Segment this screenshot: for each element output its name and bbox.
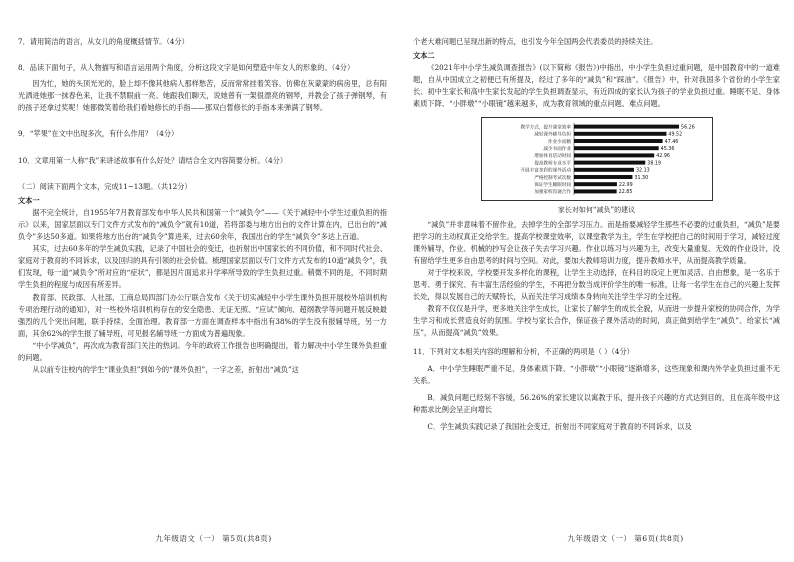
question-7: 7．请用简洁的语言，从女儿的角度概括情节。（4分） [18, 37, 189, 46]
chart-bar [574, 160, 645, 164]
text-1-paragraph: 据不完全统计，自1955年7月教育部发布中华人民共和国第一个“减负令”——《关于减轻中小学生过重负担的指示》以来，国家层面以专门文件方式发布的“减负令”就有10道，若将部委与地方出台的文件计算在内，已出台的“减负令”多达50多道。如果将地方出台的“减负令”算进来，过去60余年，我国出台的学生“减负令”多达上百道。 [18, 207, 387, 242]
text-2-paragraph: “减负”并非意味着不留作业，去掉学生的全部学习压力。而是指要减轻学生那些不必要的过重负担，“减负”是要把学习的主动权真正交给学生。提高学校课堂效率，以课堂教学为主，学生在学校把自己的时间用于学习，减轻过度课外辅导，作业、机械的抄写会让孩子失去学习兴趣。作业以练习与兴趣为主，改变大量重复、无效的作业设计，没有留给学生更多自由思考的时间与空间。对此，要加大教师培训力度，提升教师水平，从而提高教学质量。 [413, 219, 780, 265]
option-a: A．中小学生睡眠严重不足、身体素质下降、“小胖墩”“小眼镜”逐渐增多，这些现象和课内外学业负担过重不无关系。 [413, 363, 780, 385]
text-2-paragraph: 教育不仅仅是升学，更多地关注学生成长，让家长了解学生的成长全貌，从而进一步提升家校的协同合作，为学生学习和成长营造良好的氛围。学校与家长合作，保证孩子课外活动的时间，真正做到给学生“减负”、给家长“减压”，从而提高“减负”效果。 [413, 304, 780, 338]
bar-chart-svg [482, 118, 712, 200]
text-1-paragraph: 其实，过去60多年的学生减负实践，记录了中国社会的变迁，也折射出中国家长的不同价值，和不同时代社会、家庭对于教育的不同诉求，以及回归的具有引领的社会价值。梳理国家层面以专门文件方式发布的10道“减负令”，我们发现，每一道“减负令”所对应的“症状”，都是因片面追求升学率所导致的学生负担过重。稍微不同的是，不同时期学生负担的程度与成因有所差异。 [18, 244, 387, 290]
chart-bar [574, 131, 666, 135]
part-2-heading: （二）阅读下面两个文本，完成11~13题。（共12分） [18, 181, 192, 191]
question-11: 11．下列对文本相关内容的理解和分析，不正确的两项是（ ）（4分） [413, 346, 634, 356]
chart-category-label: 严格控制考试次数 [533, 175, 571, 181]
text-1-paragraph: 教育部、民政部、人社部、工商总局四部门办公厅联合发布《关于切实减轻中小学生课外负担开展校外培训机构专项治理行动的通知》，对一些校外培训机构存在的安全隐患、无证无照、“应试”倾向、超纲教学等问题开展反映最强烈的几个突出问题，联手持续、全面治理。教育部一方面在调查样本中指出有38%的学生没有报辅导班，另一方面，其余62%的学生报了辅导班，可见报名辅导班一方面成为普遍现象。 [18, 292, 387, 338]
chart-bar [574, 167, 634, 171]
chart-value-label: 56.26 [680, 124, 695, 130]
question-10: 10．文章用第一人称“我”来讲述故事有什么好处？请结合全文内容简要分析。（4分） [18, 155, 288, 165]
option-c: C．学生减负实践记录了我国社会变迁，折射出不同家庭对于教育的不同诉求，以及 [427, 421, 692, 431]
chart-bar [574, 175, 632, 179]
chart-value-label: 22.85 [618, 189, 632, 195]
chart-category-label: 保证学生睡眠时间 [533, 182, 571, 188]
chart-category-label: 教学方式，提升课堂效率 [519, 124, 571, 130]
chart-bar [574, 153, 654, 157]
chart-value-label: 32.13 [635, 168, 650, 174]
chart-bar [574, 146, 659, 150]
text-2-paragraph: 对于学校来说，学校要开发多样化的课程，让学生主动选择，在科目的设定上更加灵活、自由想象，是一名乐于思考、勇于探究、有丰富生活经验的学生，不再把分数当成评价学生的唯一标准，让每一名学生在自己的兴趣上发挥长处，得以发展自己的天赋特长，从而关注学习成绩本身转向关注学生学习的全过程。 [413, 267, 780, 302]
chart-category-label: 提高教师专业水平 [533, 160, 571, 166]
chart-bar [574, 124, 679, 128]
text-2-title: 文本二 [413, 51, 435, 61]
question-9: 9．“苹果”在文中出现多次，有什么作用？（4分） [18, 129, 179, 139]
chart-category-label: 加强家校沟通合作 [533, 189, 571, 195]
quoted-passage: 因为忙，她的头顶光光的，脸上却不像其他病人那样愁苦，反而常常挂着笑容。仿佛在灰蒙蒙的病房里，总有阳光洒进她那一抹春色来，让我不禁眼前一亮。她跟我们聊天，说她曾有一架很漂亮的钢琴，并教会了孩子弹钢琴，有的孩子还拿过奖呢！她都微笑着给我们看她修长的手指——那双白皙修长的手指本来弹满了钢琴。 [18, 79, 387, 113]
chart-bar [574, 182, 617, 186]
text-1-continuation: 个老大难问题已呈现出新的特点，也引发今年全国两会代表委员的持续关注。 [413, 37, 658, 46]
option-b: B．减负问题已经刻不容缓，56.26%的家长建议以寓教于乐，提升孩子兴趣的方式达到目的，且在高年级中这种需求比例会呈正向增长 [413, 392, 780, 414]
chart-value-label: 31.30 [633, 175, 648, 181]
chart-category-label: 开展丰富多彩的课外活动 [519, 168, 571, 174]
text-1-paragraph: “中小学减负”，再次成为教育部门关注的热词。今年的政府工作报告也明确提出，着力解决中小学生课外负担重的问题。 [18, 340, 387, 362]
chart-value-label: 22.99 [618, 182, 633, 188]
question-8: 8．品读下面句子，从人物描写和语言运用两个角度，分析这段文字是如何塑造中年女人的形象的。（4分） [18, 63, 355, 73]
chart-bar [574, 139, 663, 143]
chart-category-label: 作业少而精 [547, 139, 571, 145]
chart-value-label: 49.52 [667, 132, 682, 138]
page-footer: 九年级语文（一） 第6页(共8页) [567, 534, 684, 543]
chart-category-label: 减轻课外辅导负担 [533, 132, 571, 138]
chart-value-label: 38.19 [646, 160, 661, 166]
chart-value-label: 47.46 [664, 139, 678, 145]
chart-category-label: 增加体育活动时间 [533, 153, 571, 159]
page-footer: 九年级语文（一） 第5页(共8页) [155, 534, 272, 543]
bar-chart [481, 117, 713, 201]
chart-value-label: 45.36 [660, 146, 674, 152]
chart-bar [574, 189, 617, 193]
text-2-paragraph: 《2021年中小学生减负调查报告》(以下简称《报告》)中指出，中小学生负担过重问题，是中国教育中的一道难题，自从中国成立之初便已有所提及，经过了多年的“减负”和“踩油”。《报告》中，针对我国多个省份的小学生家长、初中生家长和高中生家长发起的学生负担调查显示，有近四成的家长认为孩子的学业负担过重。睡眠不足、身体素质下降、“小胖墩”“小眼镜”越来越多，成为教育领域的重点问题、难点问题。 [413, 63, 780, 109]
text-1-title: 文本一 [18, 195, 40, 205]
right-page [397, 0, 794, 562]
chart-value-label: 42.96 [655, 153, 670, 159]
text-1-paragraph: 从以前专注校内的学生“课业负担”到如今的“课外负担”，一字之差，折射出“减负”这 [32, 365, 299, 375]
chart-category-label: 减少书面作业 [542, 146, 571, 152]
chart-caption: 家长对如何“减负”的建议 [557, 205, 636, 214]
